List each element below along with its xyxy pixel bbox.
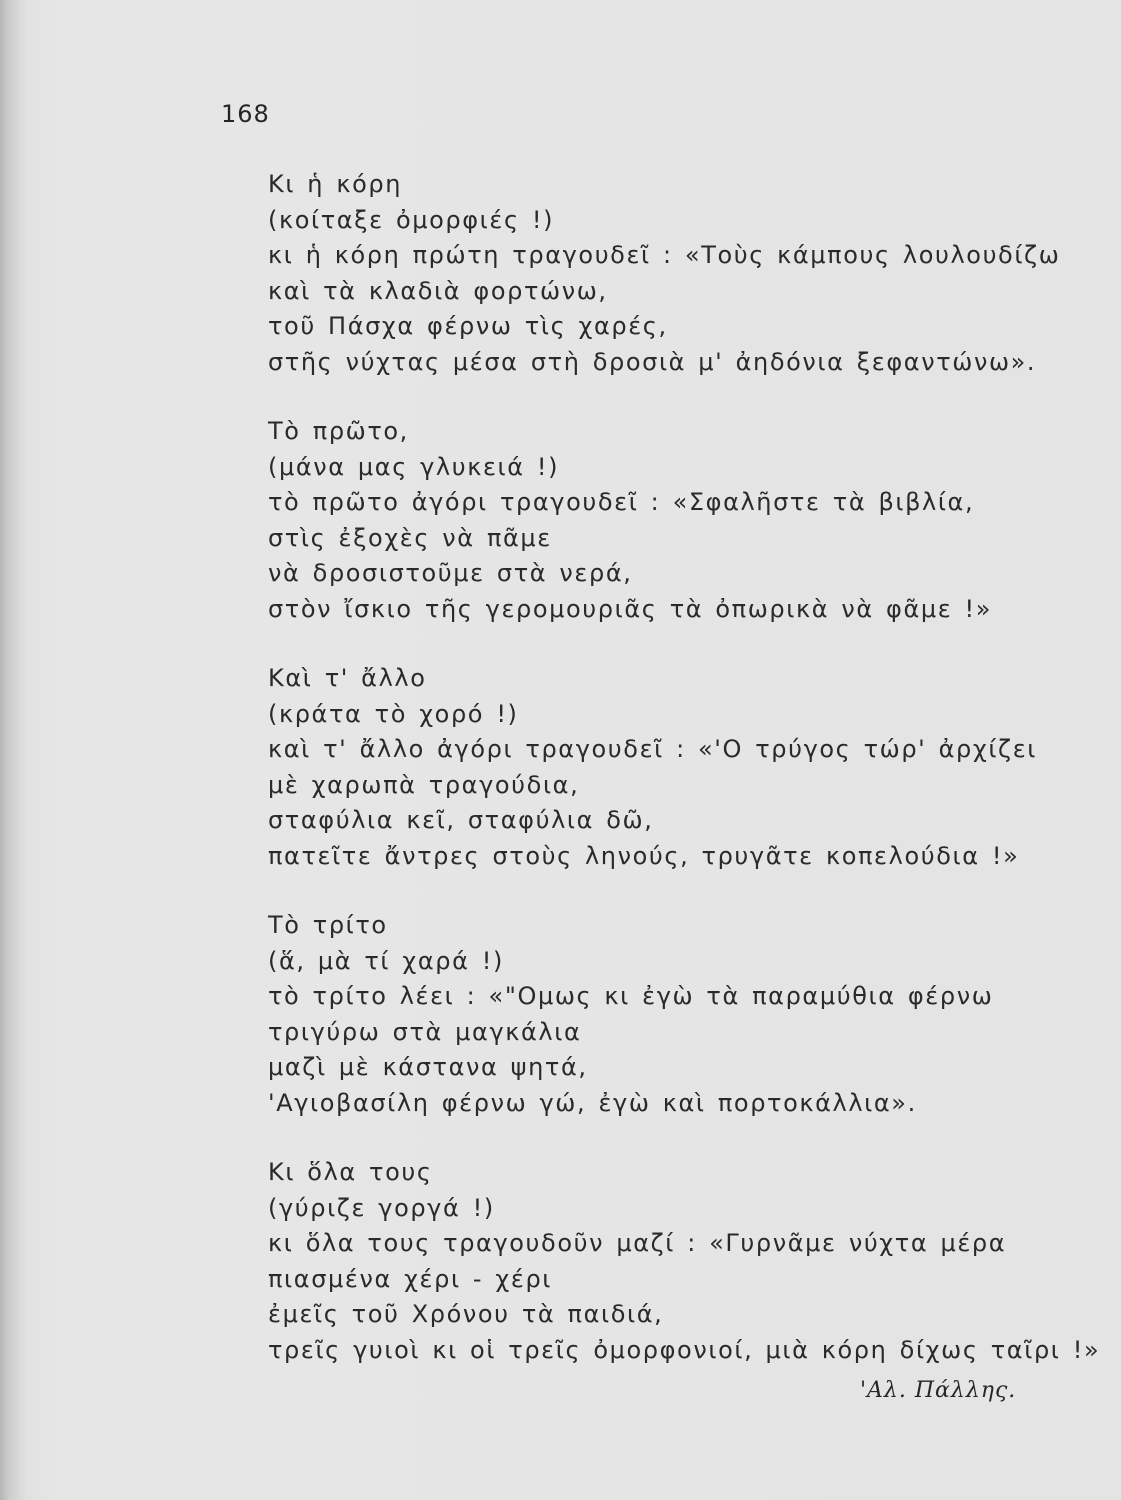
poem-line: τριγύρω στὰ μαγκάλια <box>268 1017 582 1046</box>
poem-line: Καὶ τ' ἄλλο <box>268 664 427 692</box>
poem-line: τὸ πρῶτο ἀγόρι τραγουδεῖ : «Σφαλῆστε τὰ βιβλία, <box>268 488 975 516</box>
poem-line: Κι ἡ κόρη <box>268 170 403 198</box>
poem-line: (ἅ, μὰ τί χαρά !) <box>268 946 504 975</box>
poem-line: στῆς νύχτας μέσα στὴ δροσιὰ μ' ἀηδόνια ξεφαντώνω». <box>268 347 1037 376</box>
book-spine-shadow <box>0 0 18 1500</box>
poem-line: καὶ τὰ κλαδιὰ φορτώνω, <box>268 276 608 305</box>
poem-line: πατεῖτε ἄντρες στοὺς ληνούς, τρυγᾶτε κοπελούδια !» <box>268 841 1020 870</box>
poem-line: κι ἡ κόρη πρώτη τραγουδεῖ : «Τοὺς κάμπους λουλουδίζω <box>268 241 1061 269</box>
page-number: 168 <box>221 100 270 128</box>
poem-line: τρεῖς γυιοὶ κι οἱ τρεῖς ὀμορφονιοί, μιὰ κόρη δίχως ταῖρι !» <box>268 1335 1101 1364</box>
stanza-4 <box>268 908 1088 1121</box>
poem-line: τοῦ Πάσχα φέρνω τὶς χαρές, <box>268 312 668 340</box>
stanza-5 <box>268 1155 1101 1368</box>
poem-line: νὰ δροσιστοῦμε στὰ νερά, <box>268 559 633 587</box>
poem-line: τὸ τρίτο λέει : «"Ομως κι ἐγὼ τὰ παραμύθια φέρνω <box>268 982 994 1010</box>
poem-line: μὲ χαρωπὰ τραγούδια, <box>268 770 580 799</box>
poem-line: στὸν ἴσκιο τῆς γερομουριᾶς τὰ ὀπωρικὰ νὰ φᾶμε !» <box>268 594 993 623</box>
poem-line: ἐμεῖς τοῦ Χρόνου τὰ παιδιά, <box>268 1300 664 1328</box>
poem-line: Τὸ τρίτο <box>268 911 388 939</box>
poem-line: μαζὶ μὲ κάστανα ψητά, <box>268 1053 588 1081</box>
poem-body <box>268 167 1101 1402</box>
poem-line: Τὸ πρῶτο, <box>268 417 409 445</box>
poem-line: (μάνα μας γλυκειά !) <box>268 452 560 481</box>
poem-line: (κοίταξε ὀμορφιές !) <box>268 205 555 234</box>
poem-line: πιασμένα χέρι - χέρι <box>268 1264 552 1293</box>
poem-line: καὶ τ' ἄλλο ἀγόρι τραγουδεῖ : «'Ο τρύγος τώρ' ἀρχίζει <box>268 735 1037 763</box>
poem-line: (κράτα τὸ χορό !) <box>268 699 519 728</box>
poem-line: Κι ὅλα τους <box>268 1158 433 1186</box>
poem-line: (γύριζε γοργά !) <box>268 1193 495 1222</box>
stanza-3 <box>268 661 1088 874</box>
poem-line: κι ὅλα τους τραγουδοῦν μαζί : «Γυρνᾶμε νύχτα μέρα <box>268 1229 1007 1257</box>
poem-line: σταφύλια κεῖ, σταφύλια δῶ, <box>268 806 654 834</box>
stanza-2 <box>268 414 1088 627</box>
poem-line: στὶς ἐξοχὲς νὰ πᾶμε <box>268 523 552 552</box>
poem-line: 'Αγιοβασίλη φέρνω γώ, ἐγὼ καὶ πορτοκάλλια». <box>268 1088 917 1117</box>
author-signature: 'Αλ. Πάλλης. <box>860 1378 1017 1403</box>
stanza-1 <box>268 167 1088 380</box>
